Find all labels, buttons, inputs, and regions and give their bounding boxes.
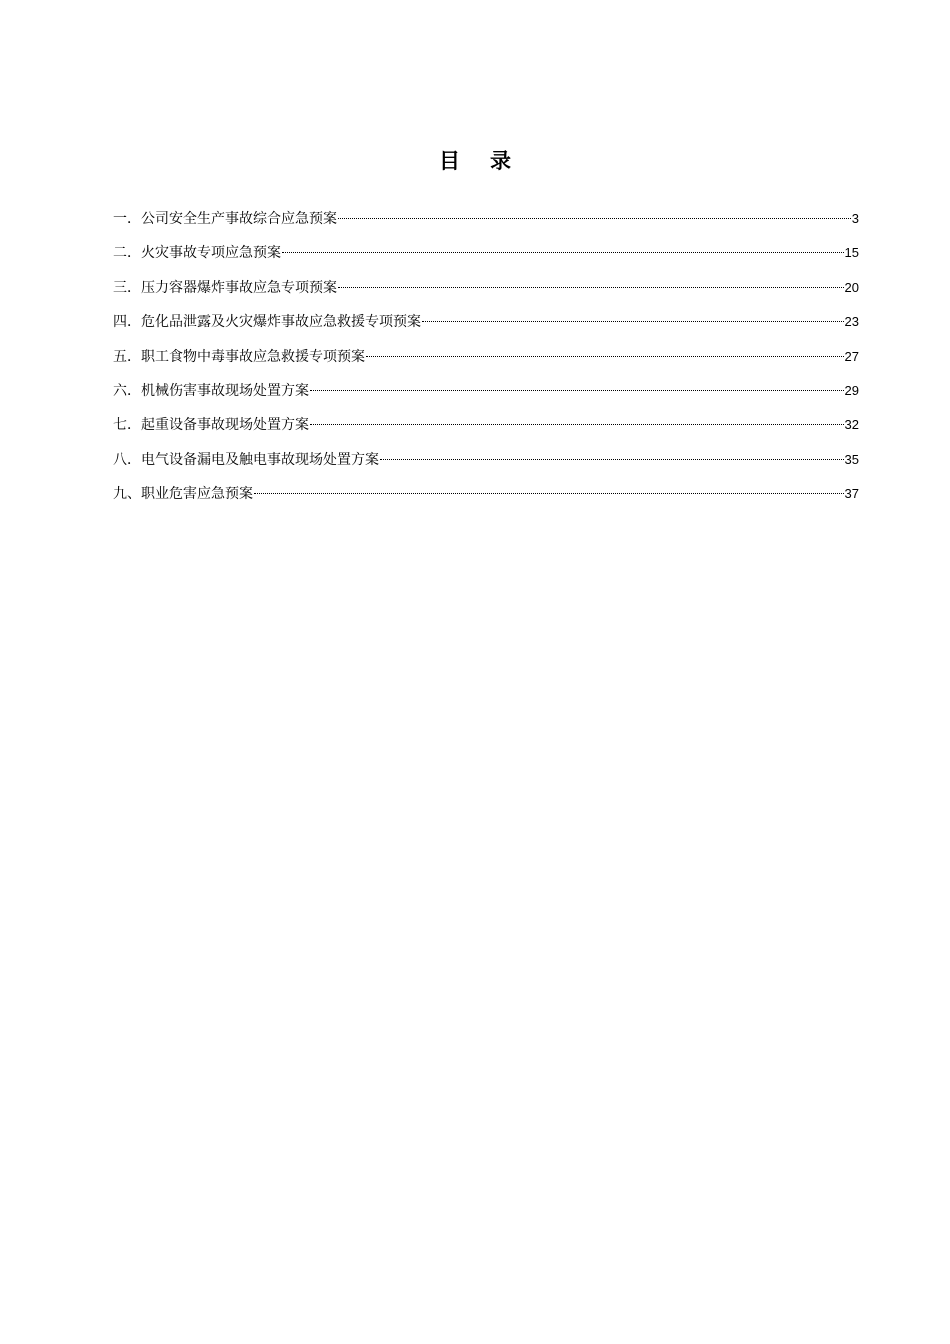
toc-entry[interactable] <box>113 205 859 239</box>
toc-entry-label: 八．电气设备漏电及触电事故现场处置方案 <box>113 451 379 468</box>
toc-entry[interactable] <box>113 308 859 342</box>
toc-entry-page: 35 <box>844 451 859 467</box>
toc-entry-label: 一．公司安全生产事故综合应急预案 <box>113 211 337 227</box>
toc-entry-label: 九、职业危害应急预案 <box>113 486 253 503</box>
toc-leader-dots <box>282 252 844 253</box>
toc-entry-label: 二．火灾事故专项应急预案 <box>113 245 281 262</box>
toc-entry-page: 29 <box>844 382 859 398</box>
toc-entry[interactable] <box>113 343 859 377</box>
toc-entry-page: 37 <box>844 486 859 502</box>
toc-list <box>113 205 859 515</box>
toc-entry-page: 20 <box>844 279 859 295</box>
toc-leader-dots <box>366 356 844 357</box>
toc-leader-dots <box>310 424 844 425</box>
toc-entry-label: 七．起重设备事故现场处置方案 <box>113 417 309 434</box>
toc-leader-dots <box>338 287 844 288</box>
toc-entry[interactable] <box>113 480 859 514</box>
toc-title: 目录 <box>439 149 541 173</box>
toc-entry[interactable] <box>113 274 859 308</box>
toc-leader-dots <box>422 321 844 322</box>
toc-entry[interactable] <box>113 377 859 411</box>
toc-entry-label: 五．职工食物中毒事故应急救援专项预案 <box>113 348 365 365</box>
toc-entry-label: 四．危化品泄露及火灾爆炸事故应急救援专项预案 <box>113 314 421 331</box>
toc-entry-page: 32 <box>844 417 859 433</box>
toc-leader-dots <box>338 218 851 219</box>
toc-entry[interactable] <box>113 239 859 273</box>
toc-entry-page: 23 <box>844 314 859 330</box>
toc-entry-page: 3 <box>851 211 859 226</box>
toc-entry[interactable] <box>113 411 859 445</box>
toc-entry-label: 三．压力容器爆炸事故应急专项预案 <box>113 279 337 296</box>
toc-leader-dots <box>380 459 844 460</box>
toc-entry-page: 15 <box>844 245 859 261</box>
toc-entry-page: 27 <box>844 348 859 364</box>
toc-entry[interactable] <box>113 446 859 480</box>
toc-leader-dots <box>254 493 844 494</box>
toc-leader-dots <box>310 390 844 391</box>
toc-entry-label: 六．机械伤害事故现场处置方案 <box>113 382 309 399</box>
